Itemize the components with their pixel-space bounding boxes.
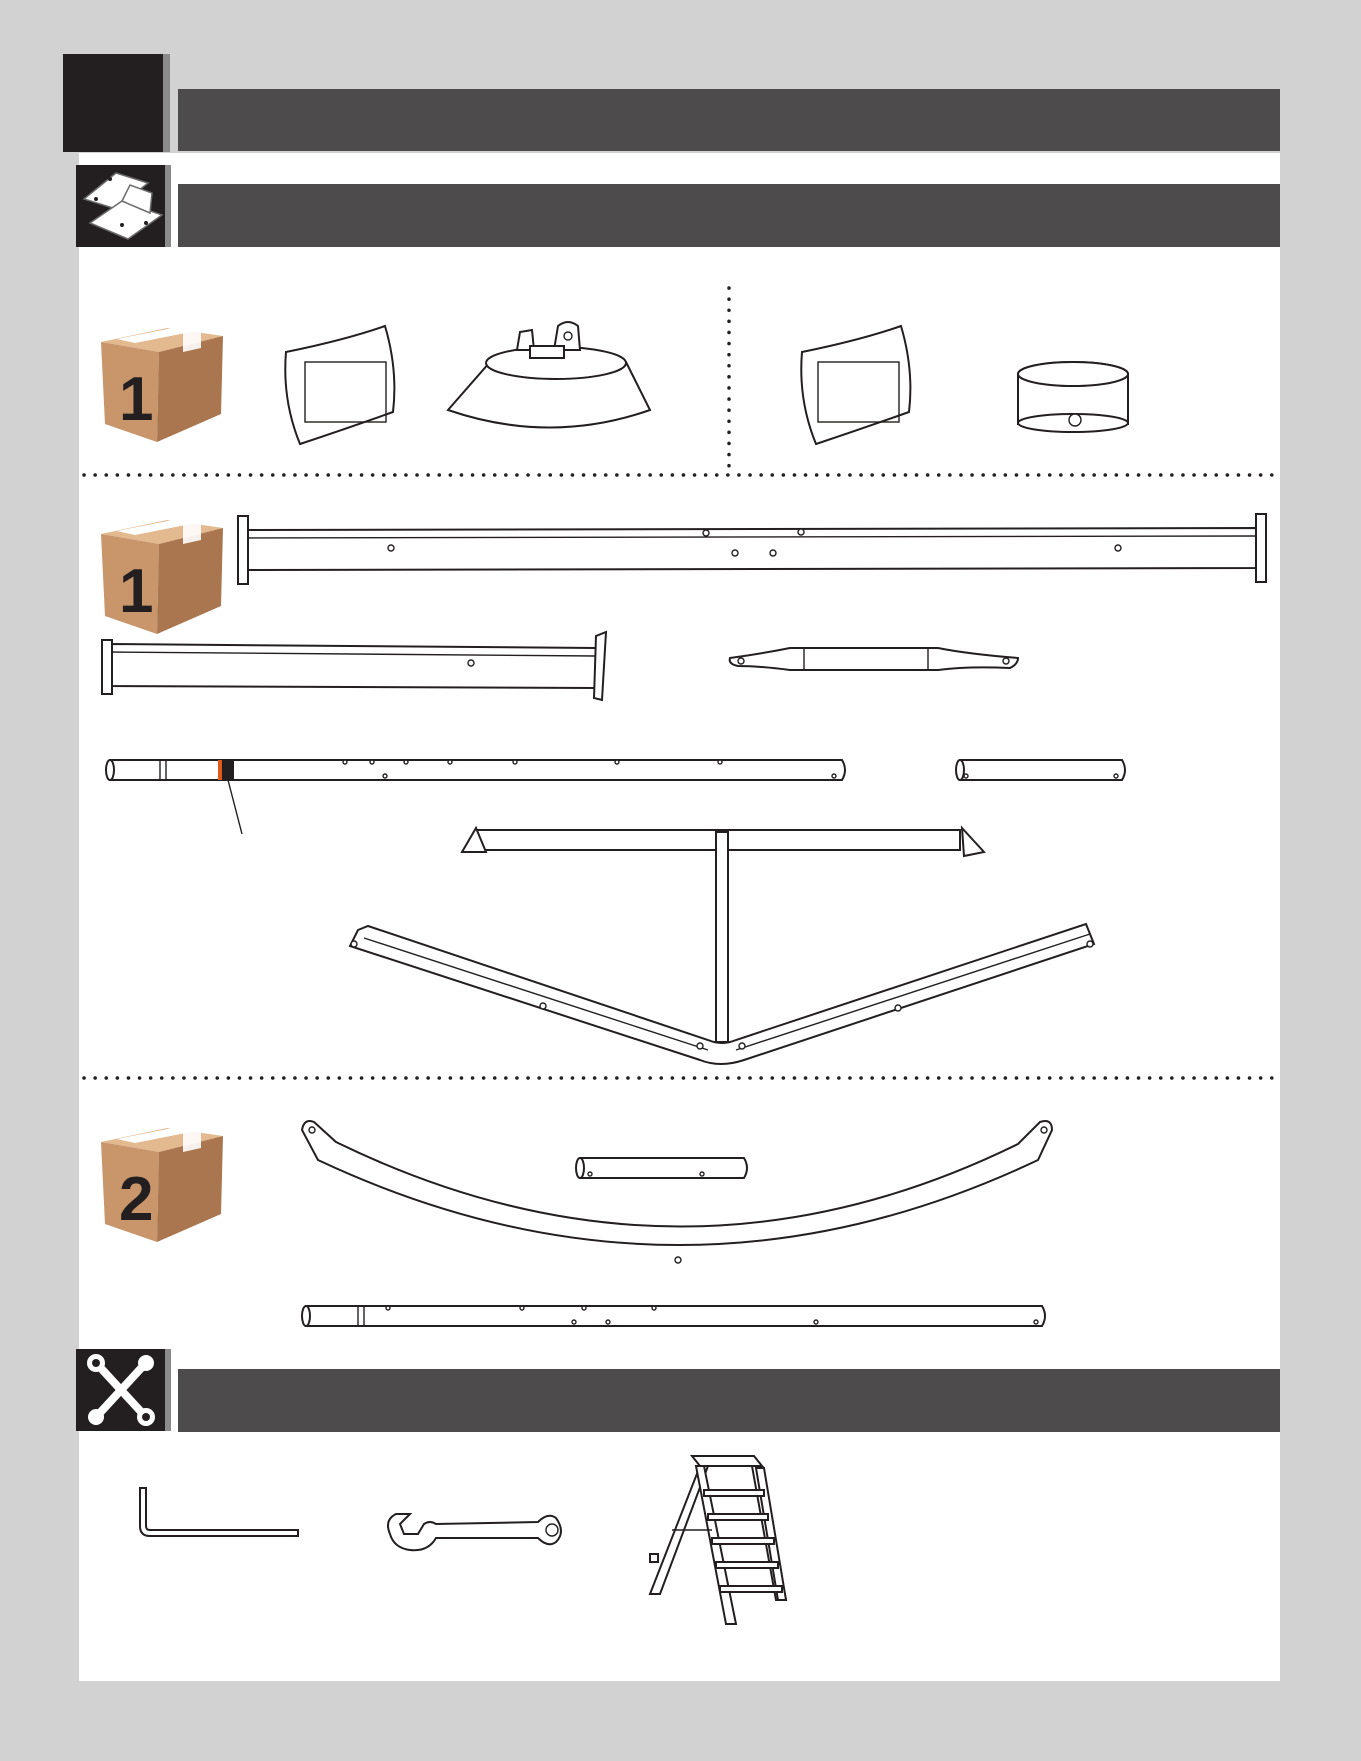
box-number: 1 [119, 557, 154, 626]
allen-key-icon [140, 1488, 298, 1536]
combination-wrench-icon [388, 1514, 561, 1550]
box-number: 1 [119, 365, 154, 434]
step-ladder-icon [650, 1456, 786, 1624]
box-number: 2 [119, 1165, 154, 1234]
